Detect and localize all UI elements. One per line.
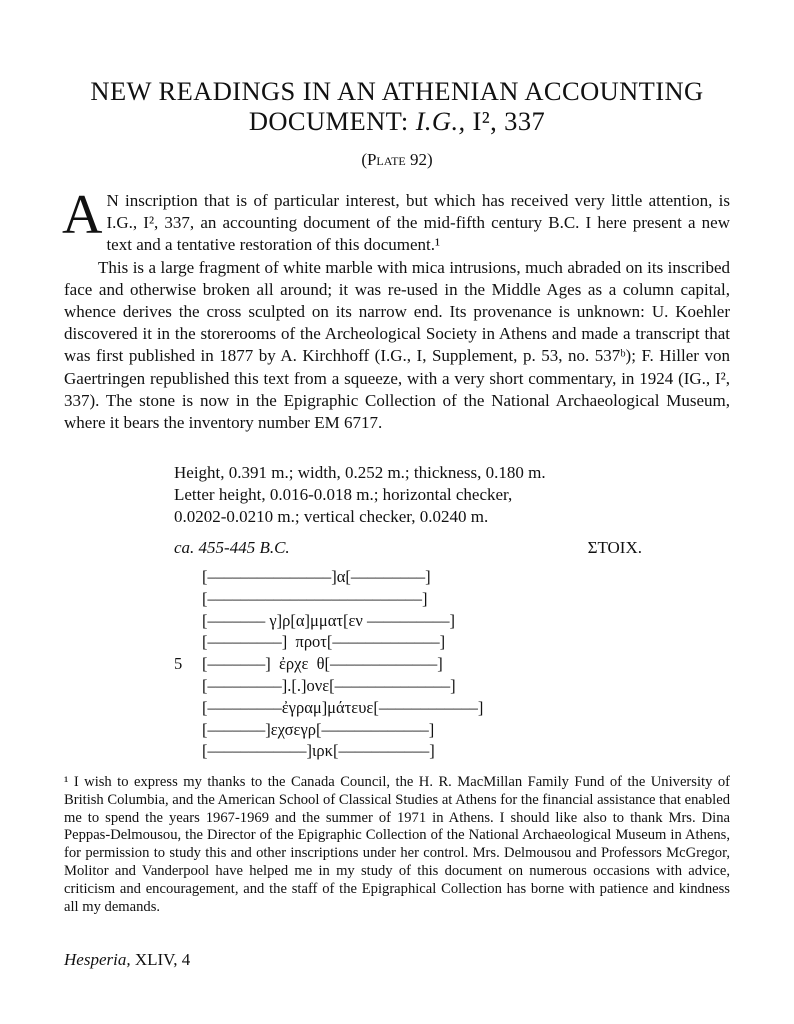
dimensions-block [174,462,546,529]
dimensions-line-1: Height, 0.391 m.; width, 0.252 m.; thickness, 0.180 m. [174,463,546,482]
dimensions-line-2: Letter height, 0.016-0.018 m.; horizontal checker, [174,485,513,505]
title-ig: I.G., [415,106,466,136]
title-line-2-prefix: DOCUMENT: [248,106,416,136]
date-label: ca. 455-445 B.C. [174,538,290,557]
article-title [0,76,794,136]
paragraph-2: This is a large fragment of white marble with mica intrusions, much abraded on its inscribed face and otherwise broken all around; it was re-used in the Middle Ages as a column capital, whence derives the cross sculpted on its narrow end. Its provenance is unknown: U. Koehler discovered it in the storerooms of the Archeological Society in Athens and made a transcript that was first published in 1877 by A. Kirchhoff (I.G., I, Supplement, p. 53, no. 537ᵇ); F. Hiller von Gaertringen republished this text from a squeeze, with a very short commentary, in 1924 (IG., I², 337). The stone is now in the Epigraphic Collection of the National Archaeological Museum, where it bears the inventory number EM 6717. [64,257,730,433]
paragraph-1 [62,184,730,257]
running-footer [64,950,190,970]
dimensions-line-3: 0.0202-0.0210 m.; vertical checker, 0.0240 m. [174,507,489,527]
footnote: ¹ I wish to express my thanks to the Canada Council, the H. R. MacMillan Family Fund of the University of British Columbia, and the American School of Classical Studies at Athens for the financial assistance that enabled me to spend the years 1967-1969 and the summer of 1971 in Athens. I should like also to thank Mrs. Dina Peppas-Delmousou, the Director of the Epigraphic Collection of the National Archaeological Museum in Athens, for permission to study this and other inscriptions under her control. Mrs. Delmousou and Professors McGregor, Molitor and Vanderpool have helped me in my study of this document on numerous occasions with advice, criticism and encouragement, and the staff of the Epigraphical Collection has borne with patience and kindness all my demands. [64,774,730,915]
stoichedon-label: ΣΤΟΙΧ. [587,538,642,557]
journal-name: Hesperia, [64,950,131,969]
body-text [62,184,730,434]
title-line-2-rest: I², 337 [465,106,546,136]
title-line-2 [0,106,794,136]
date-line [174,538,642,558]
volume-issue: XLIV, 4 [130,950,191,969]
title-line-1: NEW READINGS IN AN ATHENIAN ACCOUNTING [90,76,704,106]
paragraph-1-text: N inscription that is of particular interest, but which has received very little attention, is I.G., I², 337, an accounting document of the mid-fifth century B.C. I here present a new text and a tentative restoration of this document.¹ [106,191,730,255]
drop-cap: A [62,184,103,246]
line-number: 5 [174,654,183,674]
plate-reference: (Plate 92) [361,150,433,169]
